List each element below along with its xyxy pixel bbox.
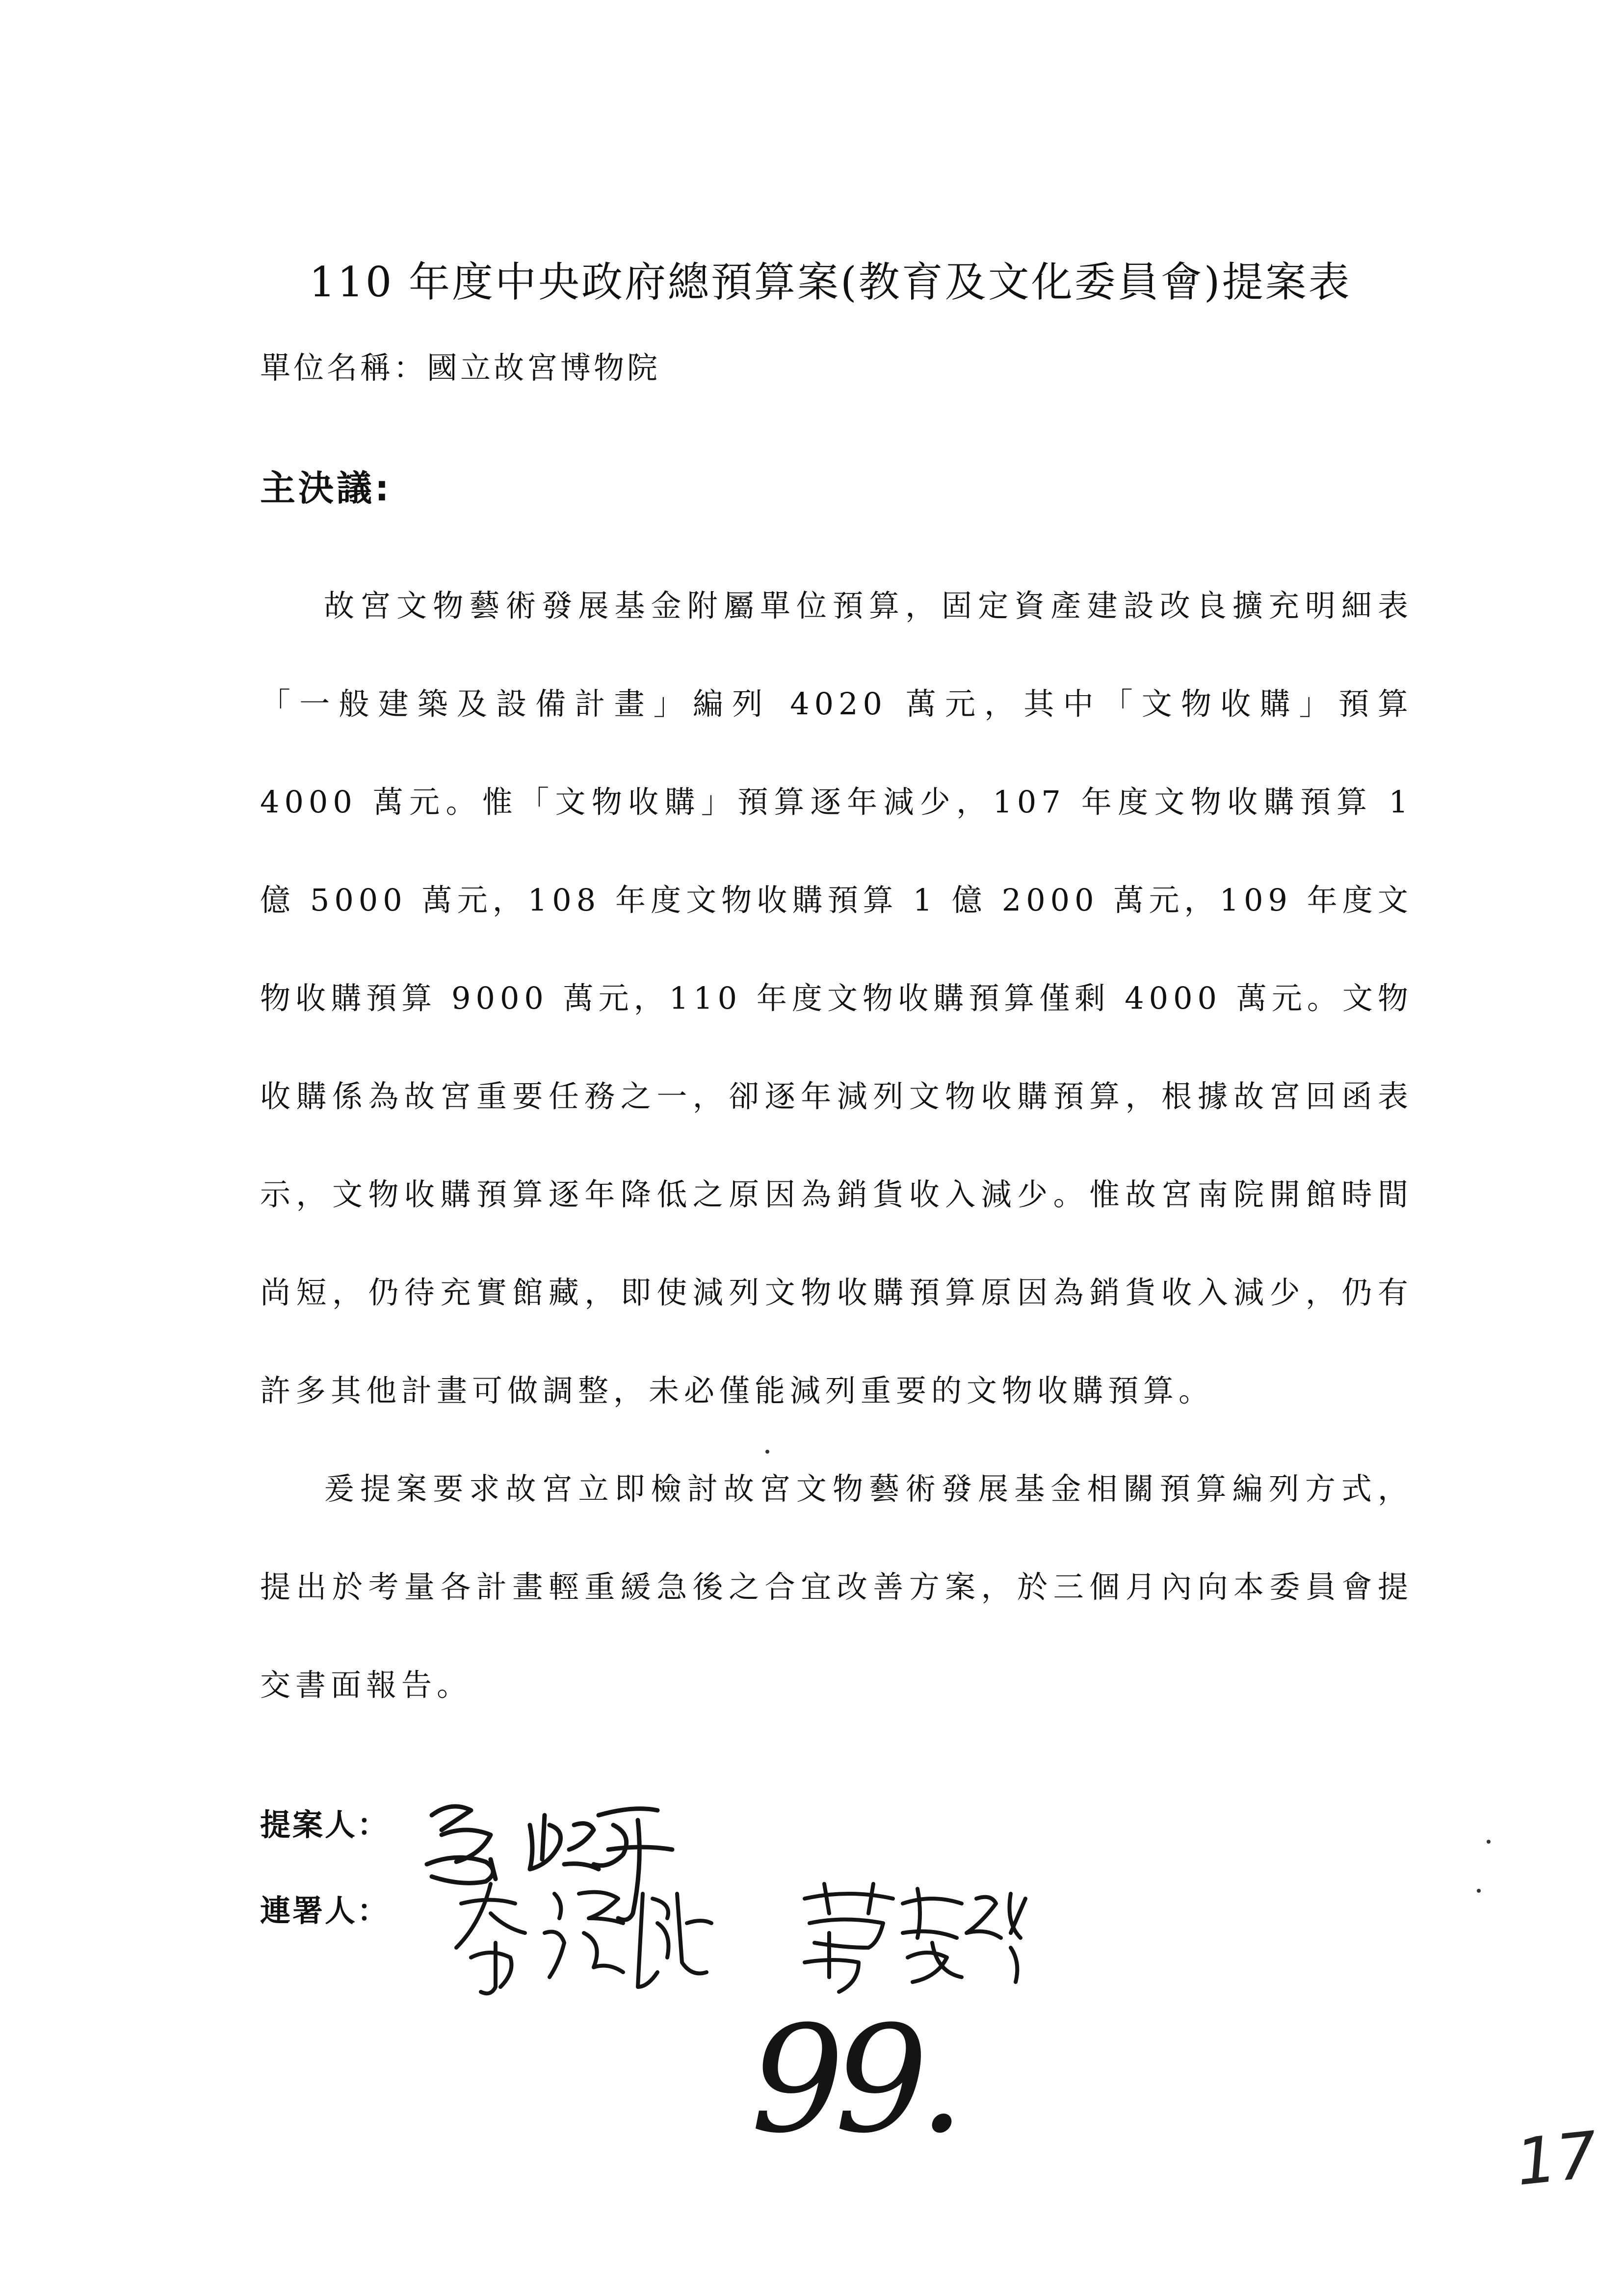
document-title: 110 年度中央政府總預算案(教育及文化委員會)提案表: [309, 258, 1352, 306]
handwritten-number: 99.: [751, 1994, 956, 2166]
scan-speck: [765, 1450, 769, 1454]
proposer-signature: [427, 1806, 672, 1920]
scan-speck: [1477, 1889, 1481, 1893]
page-number: 17: [1512, 2117, 1601, 2200]
proposer-label: 提案人：: [260, 1807, 390, 1843]
cosigner-signature-1: [456, 1884, 711, 1993]
resolution-paragraph-2: 爰提案要求故宮立即檢討故宮文物藝術發展基金相關預算編列方式，提出於考量各計畫輕重緩急後之合宜改善方案，於三個月內向本委員會提交書面報告。: [260, 1471, 1413, 1703]
resolution-paragraph-1: 故宮文物藝術發展基金附屬單位預算，固定資產建設改良擴充明細表「一般建築及設備計畫」編列 4020 萬元，其中「文物收購」預算 4000 萬元。惟「文物收購」預算逐年減少，107 年度文物收購預算 1 億 5000 萬元，108 年度文物收購預算 1 億 2000 萬元，109 年度文物收購預算 9000 萬元，110 年度文物收購預算僅剩 4000 萬元。文物收購係為故宮重要任務之一，卻逐年減列文物收購預算，根據故宮回函表示，文物收購預算逐年降低之原因為銷貨收入減少。惟故宮南院開館時間尚短，仍待充實館藏，即使減列文物收購預算原因為銷貨收入減少，仍有許多其他計畫可做調整，未必僅能減列重要的文物收購預算。: [260, 588, 1413, 1409]
cosigner-signature-2: [805, 1884, 1025, 1992]
resolution-heading: 主決議:: [260, 468, 392, 509]
scan-speck: [1487, 1840, 1491, 1844]
cosigners-label: 連署人：: [260, 1893, 390, 1929]
unit-name: 單位名稱：國立故宮博物院: [260, 350, 661, 386]
